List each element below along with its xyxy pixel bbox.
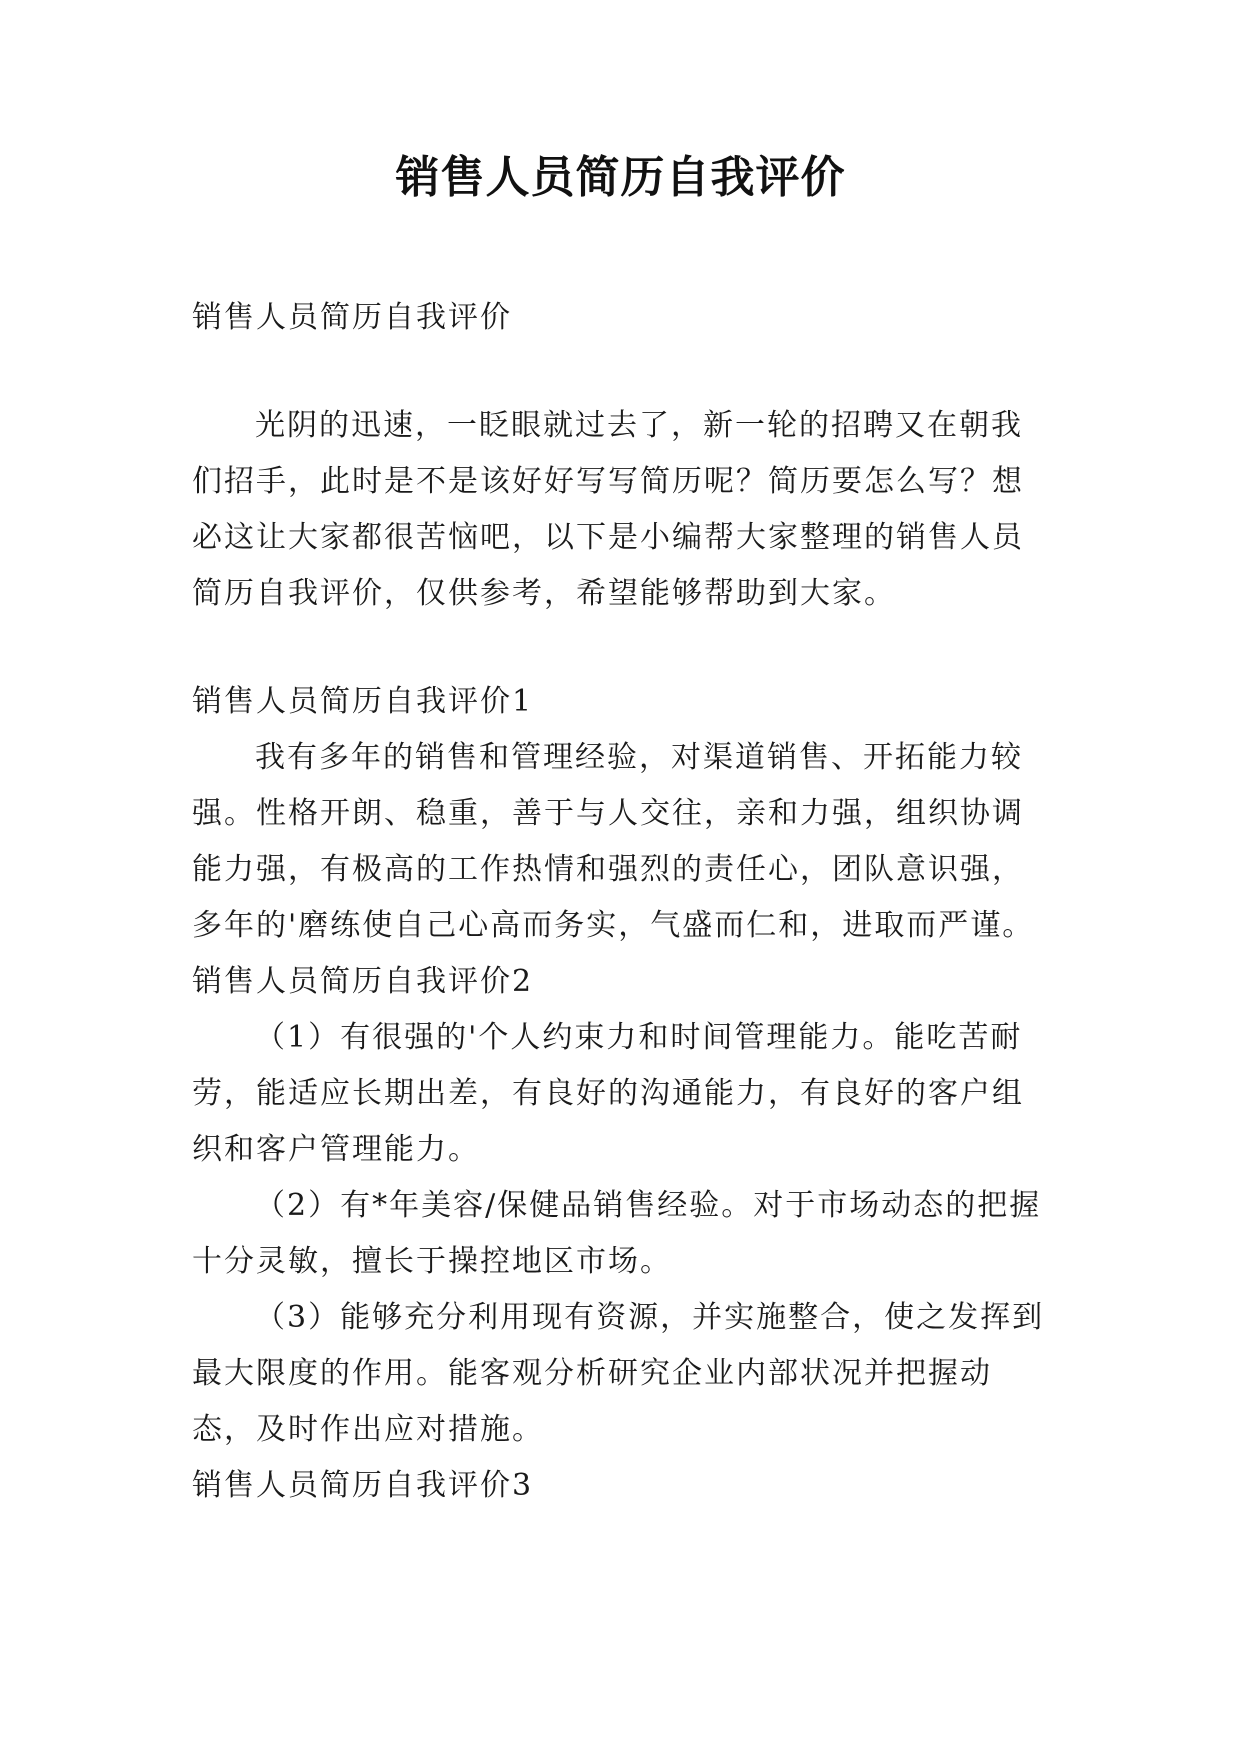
section-heading-3: 销售人员简历自我评价3 bbox=[192, 1468, 534, 1503]
document-body bbox=[192, 290, 1054, 1514]
document-subtitle: 销售人员简历自我评价 bbox=[192, 300, 512, 335]
section-2-paragraph-2: （2）有*年美容/保健品销售经验。对于市场动态的把握十分灵敏，擅长于操控地区市场。 bbox=[192, 1188, 1042, 1279]
section-2-paragraph-1: （1）有很强的'个人约束力和时间管理能力。能吃苦耐劳，能适应长期出差，有良好的沟通能力，有良好的客户组织和客户管理能力。 bbox=[192, 1020, 1024, 1167]
section-heading-2: 销售人员简历自我评价2 bbox=[192, 964, 534, 999]
document-title: 销售人员简历自我评价 bbox=[395, 152, 846, 203]
intro-paragraph: 光阴的迅速，一眨眼就过去了，新一轮的招聘又在朝我们招手，此时是不是该好好写写简历呢？简历要怎么写？想必这让大家都很苦恼吧，以下是小编帮大家整理的销售人员简历自我评价，仅供参考，希望能够帮助到大家。 bbox=[192, 408, 1024, 611]
section-1-paragraph-1: 我有多年的销售和管理经验，对渠道销售、开拓能力较强。性格开朗、稳重，善于与人交往，亲和力强，组织协调能力强，有极高的工作热情和强烈的责任心，团队意识强，多年的'磨练使自己心高而务实，气盛而仁和，进取而严谨。 bbox=[192, 740, 1035, 943]
section-2-paragraph-3: （3）能够充分利用现有资源，并实施整合，使之发挥到最大限度的作用。能客观分析研究企业内部状况并把握动态，及时作出应对措施。 bbox=[192, 1300, 1045, 1447]
section-heading-1: 销售人员简历自我评价1 bbox=[192, 684, 534, 719]
